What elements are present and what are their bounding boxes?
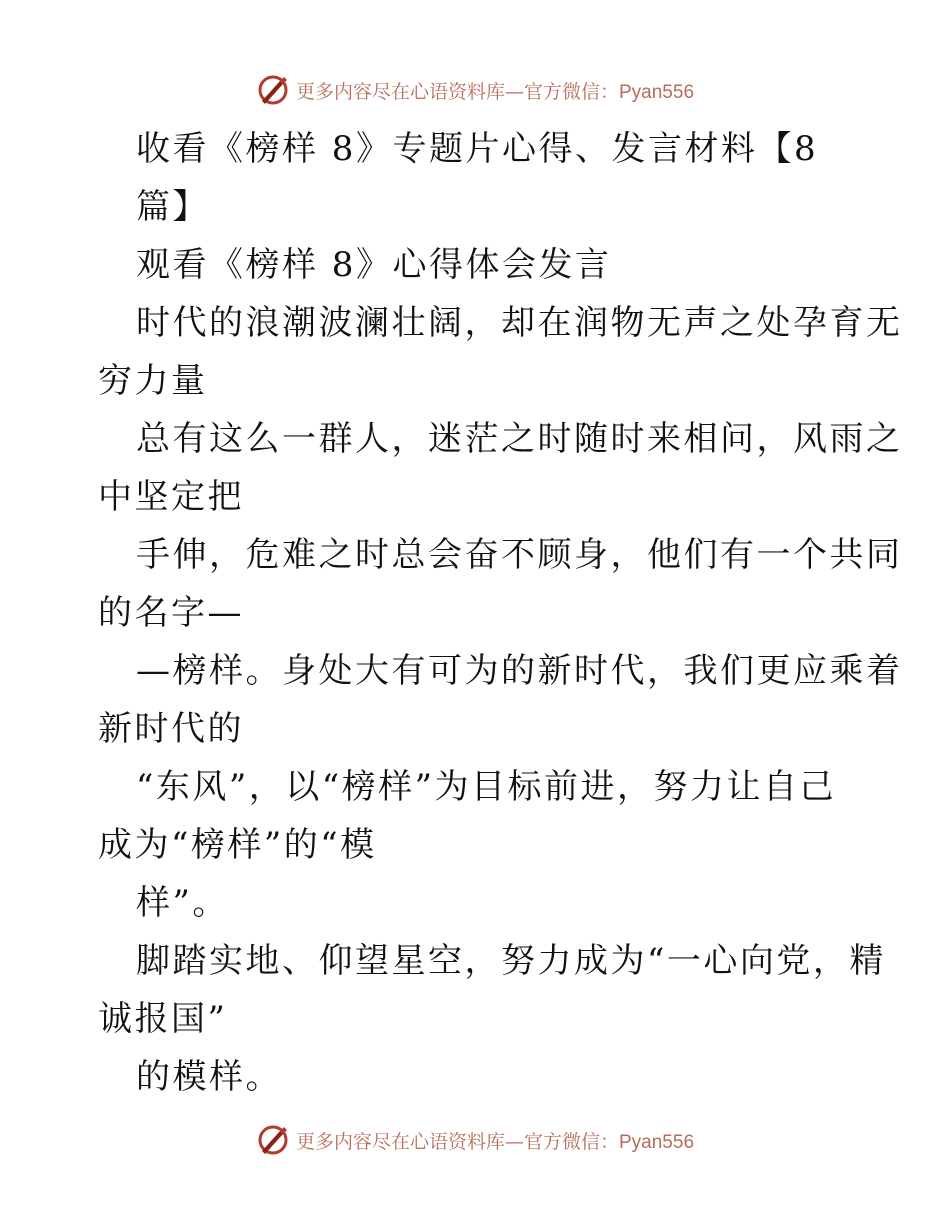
paragraph-line: 穷力量 xyxy=(98,361,208,401)
header-banner xyxy=(0,70,950,110)
pen-circle-logo-icon xyxy=(256,1123,290,1157)
pen-circle-logo-icon xyxy=(256,73,290,107)
subtitle-line: 观看《榜样 8》心得体会发言 xyxy=(136,245,612,285)
paragraph-line: 成为“榜样”的“模 xyxy=(98,825,377,865)
header-banner-content xyxy=(256,73,694,107)
footer-banner-wechat-id: Pyan556 xyxy=(619,1131,695,1153)
header-banner-label: 更多内容尽在心语资料库—官方微信： xyxy=(295,80,619,103)
footer-banner xyxy=(0,1120,950,1160)
paragraph-line: 的名字— xyxy=(98,593,244,633)
paragraph-line: 总有这么一群人，迷茫之时随时来相问，风雨之 xyxy=(136,419,903,459)
header-banner-text xyxy=(296,77,694,104)
document-body xyxy=(98,120,903,1106)
paragraph-line: 的模样。 xyxy=(136,1057,282,1097)
footer-banner-text xyxy=(296,1127,694,1154)
paragraph-line: 脚踏实地、仰望星空，努力成为“一心向党，精 xyxy=(136,941,886,981)
header-banner-wechat-id: Pyan556 xyxy=(619,81,695,103)
footer-banner-content xyxy=(256,1123,694,1157)
paragraph-line: —榜样。身处大有可为的新时代，我们更应乘着 xyxy=(136,651,903,691)
paragraph-line: “东风”，以“榜样”为目标前进，努力让自己 xyxy=(136,767,837,807)
title-line-1: 收看《榜样 8》专题片心得、发言材料【8 xyxy=(136,129,819,169)
paragraph-line: 手伸，危难之时总会奋不顾身，他们有一个共同 xyxy=(136,535,903,575)
paragraph-line: 诚报国” xyxy=(98,999,228,1039)
paragraph-line: 时代的浪潮波澜壮阔，却在润物无声之处孕育无 xyxy=(136,303,903,343)
paragraph-line: 中坚定把 xyxy=(98,477,244,517)
footer-banner-label: 更多内容尽在心语资料库—官方微信： xyxy=(295,1130,619,1153)
paragraph-line: 样”。 xyxy=(136,883,229,923)
title-line-2: 篇】 xyxy=(136,187,209,227)
paragraph-line: 新时代的 xyxy=(98,709,244,749)
